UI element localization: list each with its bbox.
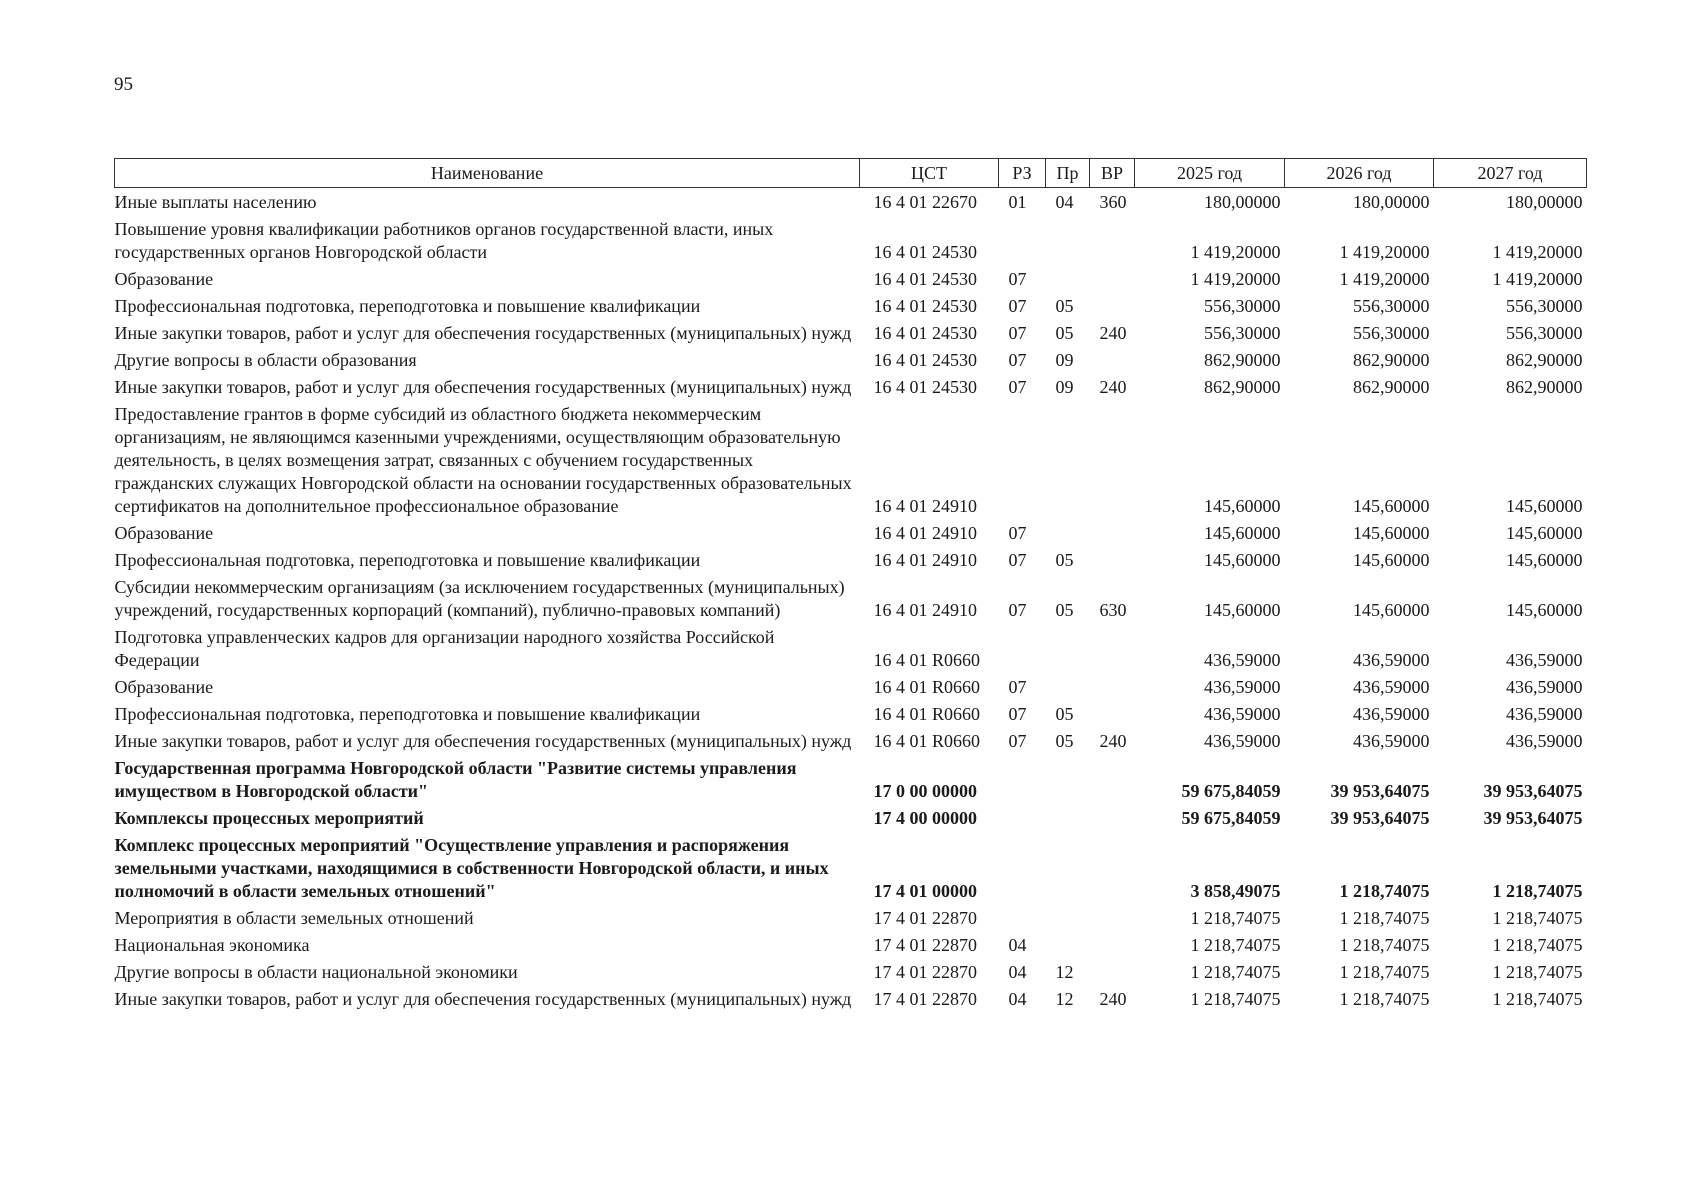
cell-2027: 556,30000 — [1506, 296, 1583, 316]
table-header — [115, 159, 1587, 188]
cell-cst: 16 4 01 24910 — [873, 523, 977, 543]
cell-vr — [1090, 931, 1135, 958]
cell-2026: 145,60000 — [1353, 496, 1430, 516]
cell-vr: 240 — [1099, 731, 1127, 751]
cell-pr: 09 — [1055, 377, 1074, 397]
cell-2027: 436,59000 — [1506, 704, 1583, 724]
cell-2027: 1 218,74075 — [1492, 962, 1583, 982]
cell-name: Иные закупки товаров, работ и услуг для обеспечения государственных (муниципальных) нужд — [114, 323, 852, 343]
cell-vr — [1090, 804, 1135, 831]
cell-pr — [1046, 623, 1090, 673]
cell-2027: 1 419,20000 — [1492, 269, 1583, 289]
cell-name: Комплекс процессных мероприятий "Осуществление управления и распоряжения земельными участками, находящимися в собственности Новгородской области, и иных полномочий в области земельных отношений" — [114, 835, 829, 901]
cell-cst: 16 4 01 24530 — [873, 323, 977, 343]
cell-2025: 59 675,84059 — [1181, 781, 1281, 801]
cell-2027: 39 953,64075 — [1483, 808, 1583, 828]
cell-2027: 145,60000 — [1506, 550, 1583, 570]
cell-cst: 16 4 01 R0660 — [873, 650, 981, 670]
table-row — [115, 831, 1587, 904]
table-row — [115, 400, 1587, 519]
cell-name: Профессиональная подготовка, переподготовка и повышение квалификации — [114, 550, 701, 570]
cell-pr — [1046, 265, 1090, 292]
cell-2026: 862,90000 — [1353, 377, 1430, 397]
cell-2027: 436,59000 — [1506, 677, 1583, 697]
cell-pr — [1046, 931, 1090, 958]
cell-rz: 07 — [1008, 377, 1027, 397]
cell-name: Образование — [114, 523, 214, 543]
cell-vr — [1090, 673, 1135, 700]
cell-cst: 16 4 01 R0660 — [873, 677, 981, 697]
cell-2026: 180,00000 — [1353, 192, 1430, 212]
budget-table — [114, 158, 1587, 1012]
cell-2026: 1 419,20000 — [1339, 242, 1430, 262]
table-row — [115, 292, 1587, 319]
cell-vr — [1090, 265, 1135, 292]
cell-2027: 1 218,74075 — [1492, 908, 1583, 928]
cell-vr: 240 — [1099, 377, 1127, 397]
table-row — [115, 188, 1587, 216]
cell-rz: 07 — [1008, 296, 1027, 316]
cell-2027: 145,60000 — [1506, 523, 1583, 543]
cell-name: Подготовка управленческих кадров для организации народного хозяйства Российской Федерации — [114, 627, 775, 670]
cell-vr: 240 — [1099, 989, 1127, 1009]
table-row — [115, 215, 1587, 265]
cell-2025: 145,60000 — [1204, 523, 1281, 543]
cell-2025: 180,00000 — [1204, 192, 1281, 212]
cell-rz: 04 — [1008, 962, 1027, 982]
cell-pr: 05 — [1055, 550, 1074, 570]
cell-2027: 1 218,74075 — [1492, 935, 1583, 955]
cell-cst: 17 4 01 22870 — [873, 908, 977, 928]
header-2025: 2025 год — [1135, 159, 1285, 188]
cell-2025: 862,90000 — [1204, 350, 1281, 370]
header-2026: 2026 год — [1285, 159, 1434, 188]
cell-name: Образование — [114, 269, 214, 289]
cell-2026: 1 218,74075 — [1339, 908, 1430, 928]
cell-rz — [999, 623, 1046, 673]
cell-2027: 862,90000 — [1506, 377, 1583, 397]
cell-pr: 05 — [1055, 600, 1074, 620]
cell-2025: 436,59000 — [1204, 704, 1281, 724]
cell-2025: 59 675,84059 — [1181, 808, 1281, 828]
cell-vr — [1090, 958, 1135, 985]
cell-name: Национальная экономика — [114, 935, 310, 955]
cell-name: Другие вопросы в области национальной экономики — [114, 962, 518, 982]
cell-2027: 1 218,74075 — [1492, 989, 1583, 1009]
cell-name: Другие вопросы в области образования — [114, 350, 417, 370]
cell-pr: 05 — [1055, 704, 1074, 724]
cell-name: Профессиональная подготовка, переподготовка и повышение квалификации — [114, 296, 701, 316]
cell-name: Мероприятия в области земельных отношений — [114, 908, 474, 928]
table-row — [115, 346, 1587, 373]
cell-2027: 556,30000 — [1506, 323, 1583, 343]
cell-cst: 16 4 01 24910 — [873, 600, 977, 620]
header-name: Наименование — [115, 159, 860, 188]
cell-2026: 1 218,74075 — [1339, 989, 1430, 1009]
cell-2027: 1 419,20000 — [1492, 242, 1583, 262]
cell-2025: 3 858,49075 — [1190, 881, 1281, 901]
cell-2025: 556,30000 — [1204, 296, 1281, 316]
cell-cst: 16 4 01 24530 — [873, 377, 977, 397]
cell-pr — [1046, 831, 1090, 904]
cell-2026: 1 218,74075 — [1339, 881, 1430, 901]
cell-vr — [1090, 215, 1135, 265]
cell-2027: 180,00000 — [1506, 192, 1583, 212]
table-row — [115, 265, 1587, 292]
cell-2025: 1 218,74075 — [1190, 908, 1281, 928]
cell-cst: 16 4 01 R0660 — [873, 704, 981, 724]
cell-2025: 436,59000 — [1204, 650, 1281, 670]
cell-name: Образование — [114, 677, 214, 697]
cell-pr: 12 — [1055, 962, 1074, 982]
cell-name: Иные закупки товаров, работ и услуг для обеспечения государственных (муниципальных) нужд — [114, 377, 852, 397]
cell-2025: 145,60000 — [1204, 496, 1281, 516]
cell-pr — [1046, 400, 1090, 519]
cell-rz — [999, 804, 1046, 831]
cell-2025: 145,60000 — [1204, 600, 1281, 620]
table-row — [115, 985, 1587, 1012]
cell-pr: 05 — [1055, 296, 1074, 316]
cell-2027: 145,60000 — [1506, 496, 1583, 516]
cell-rz: 04 — [1008, 989, 1027, 1009]
cell-2026: 1 218,74075 — [1339, 962, 1430, 982]
cell-pr — [1046, 215, 1090, 265]
cell-pr: 09 — [1055, 350, 1074, 370]
cell-name: Предоставление грантов в форме субсидий из областного бюджета некоммерческим организациям, не являющимся казенными учреждениями, осуществляющим образовательную деятельность, в целях возмещения затрат, связанных с обучением государственных гражданских служащих Новгородской области на основании государственных образовательных сертификатов на дополнительное профессиональное образование — [114, 404, 852, 516]
cell-vr: 240 — [1099, 323, 1127, 343]
cell-cst: 16 4 01 24530 — [873, 350, 977, 370]
cell-2025: 436,59000 — [1204, 731, 1281, 751]
cell-name: Иные закупки товаров, работ и услуг для обеспечения государственных (муниципальных) нужд — [114, 989, 852, 1009]
header-pr: Пр — [1046, 159, 1090, 188]
header-cst: ЦСТ — [860, 159, 999, 188]
cell-rz: 07 — [1008, 350, 1027, 370]
header-2027: 2027 год — [1434, 159, 1587, 188]
cell-cst: 16 4 01 24530 — [873, 269, 977, 289]
cell-rz: 07 — [1008, 600, 1027, 620]
header-vr: ВР — [1090, 159, 1135, 188]
table-row — [115, 373, 1587, 400]
cell-pr — [1046, 673, 1090, 700]
table-row — [115, 519, 1587, 546]
cell-name: Иные закупки товаров, работ и услуг для обеспечения государственных (муниципальных) нужд — [114, 731, 852, 751]
cell-2026: 556,30000 — [1353, 323, 1430, 343]
table-row — [115, 931, 1587, 958]
table-row — [115, 546, 1587, 573]
cell-vr — [1090, 546, 1135, 573]
table-row — [115, 958, 1587, 985]
cell-rz — [999, 215, 1046, 265]
cell-cst: 16 4 01 R0660 — [873, 731, 981, 751]
cell-2027: 145,60000 — [1506, 600, 1583, 620]
cell-rz — [999, 831, 1046, 904]
cell-vr — [1090, 831, 1135, 904]
cell-2027: 862,90000 — [1506, 350, 1583, 370]
cell-2026: 1 419,20000 — [1339, 269, 1430, 289]
cell-rz: 07 — [1008, 523, 1027, 543]
table-row — [115, 573, 1587, 623]
cell-cst: 17 4 00 00000 — [873, 808, 977, 828]
cell-rz: 01 — [1008, 192, 1027, 212]
table-row — [115, 804, 1587, 831]
cell-name: Профессиональная подготовка, переподготовка и повышение квалификации — [114, 704, 701, 724]
cell-2027: 436,59000 — [1506, 650, 1583, 670]
cell-2025: 436,59000 — [1204, 677, 1281, 697]
cell-2026: 436,59000 — [1353, 677, 1430, 697]
cell-2025: 1 419,20000 — [1190, 242, 1281, 262]
cell-2027: 1 218,74075 — [1492, 881, 1583, 901]
cell-cst: 16 4 01 22670 — [873, 192, 977, 212]
table-body — [115, 188, 1587, 1013]
cell-vr: 360 — [1099, 192, 1127, 212]
cell-pr: 12 — [1055, 989, 1074, 1009]
cell-cst: 16 4 01 24910 — [873, 550, 977, 570]
cell-2027: 39 953,64075 — [1483, 781, 1583, 801]
cell-vr — [1090, 346, 1135, 373]
cell-rz: 07 — [1008, 323, 1027, 343]
cell-pr — [1046, 519, 1090, 546]
cell-name: Иные выплаты населению — [114, 192, 317, 212]
header-rz: РЗ — [999, 159, 1046, 188]
cell-name: Повышение уровня квалификации работников органов государственной власти, иных государственных органов Новгородской области — [114, 219, 774, 262]
cell-rz: 07 — [1008, 550, 1027, 570]
cell-2026: 436,59000 — [1353, 704, 1430, 724]
cell-pr: 05 — [1055, 323, 1074, 343]
cell-2026: 436,59000 — [1353, 731, 1430, 751]
table-row — [115, 904, 1587, 931]
cell-vr — [1090, 519, 1135, 546]
cell-2026: 39 953,64075 — [1330, 781, 1430, 801]
cell-vr — [1090, 754, 1135, 804]
cell-2026: 145,60000 — [1353, 523, 1430, 543]
table-row — [115, 673, 1587, 700]
cell-2026: 145,60000 — [1353, 550, 1430, 570]
cell-2026: 1 218,74075 — [1339, 935, 1430, 955]
cell-2025: 1 218,74075 — [1190, 962, 1281, 982]
cell-vr: 630 — [1099, 600, 1127, 620]
cell-2026: 39 953,64075 — [1330, 808, 1430, 828]
cell-pr — [1046, 804, 1090, 831]
cell-rz: 07 — [1008, 269, 1027, 289]
cell-cst: 16 4 01 24530 — [873, 296, 977, 316]
cell-2026: 862,90000 — [1353, 350, 1430, 370]
cell-2025: 1 218,74075 — [1190, 935, 1281, 955]
cell-2025: 1 218,74075 — [1190, 989, 1281, 1009]
cell-2026: 436,59000 — [1353, 650, 1430, 670]
cell-pr: 04 — [1055, 192, 1074, 212]
cell-vr — [1090, 904, 1135, 931]
cell-cst: 17 4 01 22870 — [873, 962, 977, 982]
cell-pr — [1046, 904, 1090, 931]
table-row — [115, 623, 1587, 673]
cell-rz: 07 — [1008, 677, 1027, 697]
cell-pr — [1046, 754, 1090, 804]
cell-vr — [1090, 400, 1135, 519]
cell-vr — [1090, 623, 1135, 673]
cell-rz — [999, 400, 1046, 519]
cell-rz: 07 — [1008, 731, 1027, 751]
cell-rz: 04 — [1008, 935, 1027, 955]
cell-2025: 556,30000 — [1204, 323, 1281, 343]
table-row — [115, 727, 1587, 754]
cell-pr: 05 — [1055, 731, 1074, 751]
cell-rz: 07 — [1008, 704, 1027, 724]
cell-2025: 145,60000 — [1204, 550, 1281, 570]
cell-name: Комплексы процессных мероприятий — [114, 808, 424, 828]
cell-cst: 17 4 01 22870 — [873, 935, 977, 955]
cell-2025: 862,90000 — [1204, 377, 1281, 397]
page-number: 95 — [114, 74, 133, 95]
cell-cst: 17 4 01 00000 — [873, 881, 977, 901]
cell-rz — [999, 904, 1046, 931]
table-row — [115, 754, 1587, 804]
table-row — [115, 319, 1587, 346]
cell-cst: 17 4 01 22870 — [873, 989, 977, 1009]
cell-name: Государственная программа Новгородской области "Развитие системы управления имуществом в Новгородской области" — [114, 758, 797, 801]
cell-cst: 17 0 00 00000 — [873, 781, 977, 801]
cell-rz — [999, 754, 1046, 804]
cell-2025: 1 419,20000 — [1190, 269, 1281, 289]
table-row — [115, 700, 1587, 727]
cell-cst: 16 4 01 24910 — [873, 496, 977, 516]
cell-vr — [1090, 700, 1135, 727]
cell-2026: 145,60000 — [1353, 600, 1430, 620]
cell-vr — [1090, 292, 1135, 319]
cell-2027: 436,59000 — [1506, 731, 1583, 751]
cell-cst: 16 4 01 24530 — [873, 242, 977, 262]
cell-2026: 556,30000 — [1353, 296, 1430, 316]
cell-name: Субсидии некоммерческим организациям (за исключением государственных (муниципальных) учреждений, государственных корпораций (компаний), публично-правовых компаний) — [114, 577, 845, 620]
